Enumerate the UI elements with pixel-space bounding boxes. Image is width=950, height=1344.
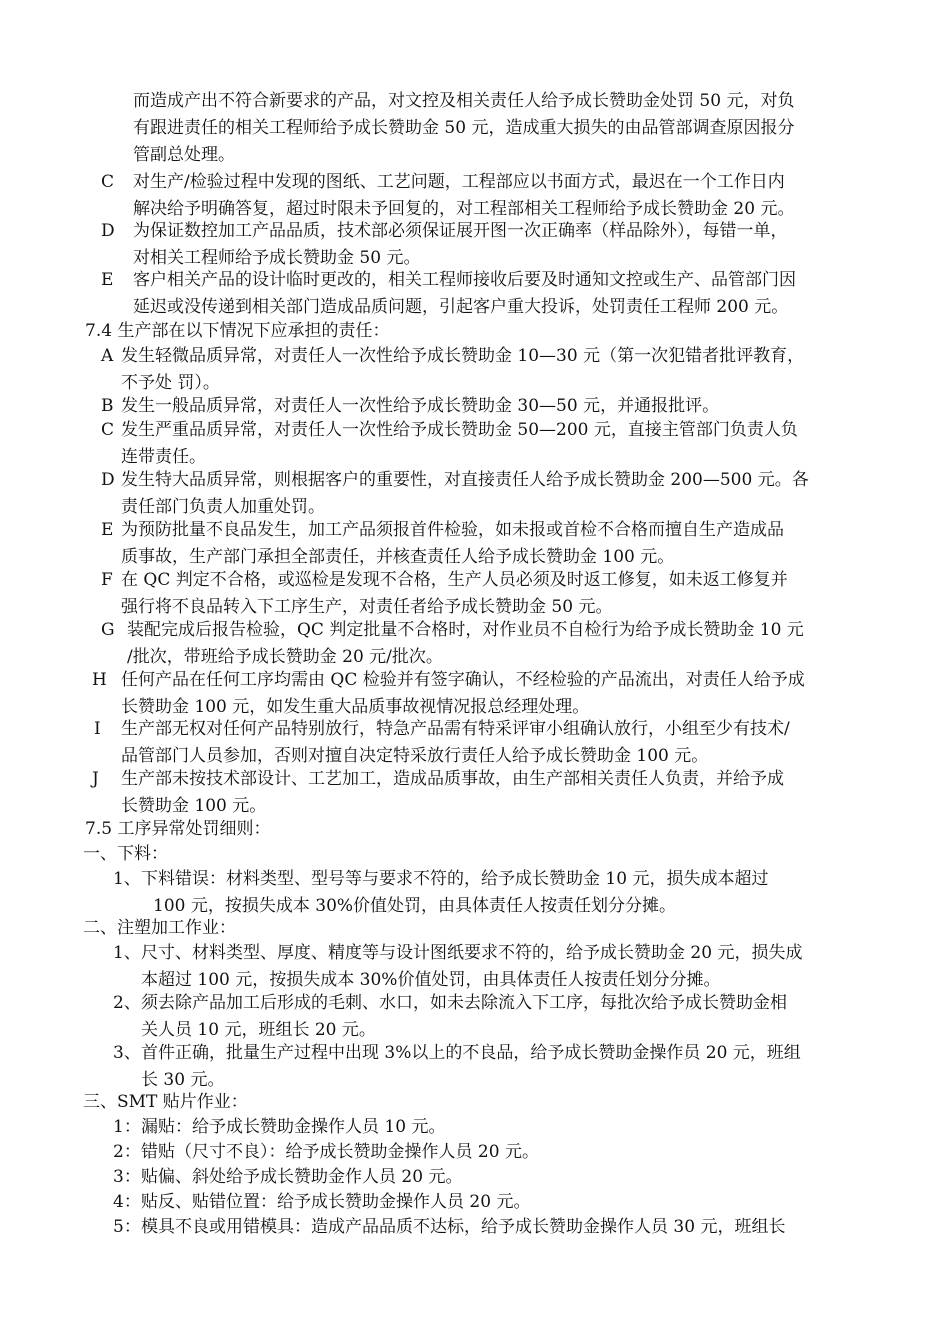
item-marker: C (101, 420, 115, 440)
item-marker: C (101, 172, 115, 192)
text-line: 在 QC 判定不合格，或巡检是发现不合格，生产人员必须及时返工修复，如未返工修复并 (121, 570, 788, 590)
item-marker: G (101, 620, 115, 640)
item-marker: 4： (113, 1192, 141, 1212)
item-marker: E (101, 520, 114, 540)
text-line: 连带责任。 (121, 447, 206, 467)
text-line: 强行将不良品转入下工序生产，对责任者给予成长赞助金 50 元。 (121, 597, 613, 617)
text-line: 任何产品在任何工序均需由 QC 检验并有签字确认，不经检验的产品流出，对责任人给予成 (121, 670, 805, 690)
item-marker: 1、 (113, 943, 141, 963)
text-line: 延迟或没传递到相关部门造成品质问题，引起客户重大投诉，处罚责任工程师 200 元。 (133, 297, 789, 317)
item-marker: F (101, 570, 113, 590)
text-line: 为预防批量不良品发生，加工产品须报首件检验，如未报或首检不合格而擅自生产造成品 (121, 520, 784, 540)
item-marker: A (101, 346, 114, 366)
item-marker: 1、 (113, 869, 141, 889)
item-marker: 5： (113, 1217, 141, 1237)
text-line: 装配完成后报告检验，QC 判定批量不合格时，对作业员不自检行为给予成长赞助金 10 元 (127, 620, 804, 640)
text-line: 不予处 罚）。 (121, 373, 220, 393)
text-line: 漏贴：给予成长赞助金操作人员 10 元。 (141, 1117, 446, 1137)
text-line: 贴偏、斜处给予成长赞助金作人员 20 元。 (141, 1167, 463, 1187)
subsection-title-1: 一、下料： (83, 844, 168, 864)
item-marker: 3、 (113, 1043, 141, 1063)
text-line: 贴反、贴错位置：给予成长赞助金操作人员 20 元。 (141, 1192, 531, 1212)
text-line: 对生产/检验过程中发现的图纸、工艺问题，工程部应以书面方式，最迟在一个工作日内 (133, 172, 785, 192)
item-marker: J (92, 769, 99, 789)
text-line: 长赞助金 100 元，如发生重大品质事故视情况报总经理处理。 (121, 697, 590, 717)
text-line: 责任部门负责人加重处罚。 (121, 497, 325, 517)
item-marker: D (101, 221, 115, 241)
text-line: 首件正确，批量生产过程中出现 3%以上的不良品，给予成长赞助金操作员 20 元，班组 (141, 1043, 801, 1063)
text-line: 解决给予明确答复，超过时限未予回复的，对工程部相关工程师给予成长赞助金 20 元。 (133, 199, 795, 219)
subsection-title-2: 二、注塑加工作业： (83, 918, 236, 938)
text-line: 错贴（尺寸不良）：给予成长赞助金操作人员 20 元。 (141, 1142, 539, 1162)
text-line: 长赞助金 100 元。 (121, 796, 267, 816)
item-marker: E (101, 270, 114, 290)
text-line: 生产部无权对任何产品特别放行，特急产品需有特采评审小组确认放行，小组至少有技术/ (121, 719, 790, 739)
text-line: 管副总处理。 (133, 145, 235, 165)
text-line: 长 30 元。 (141, 1070, 225, 1090)
item-marker: I (94, 719, 101, 739)
text-line: 模具不良或用错模具：造成产品品质不达标，给予成长赞助金操作人员 30 元，班组长 (141, 1217, 786, 1237)
item-marker: D (101, 470, 115, 490)
item-marker: 2、 (113, 993, 141, 1013)
text-line: 100 元，按损失成本 30%价值处罚，由具体责任人按责任划分分摊。 (153, 896, 677, 916)
text-line: 品管部门人员参加，否则对擅自决定特采放行责任人给予成长赞助金 100 元。 (121, 746, 709, 766)
text-line: 下料错误：材料类型、型号等与要求不符的，给予成长赞助金 10 元，损失成本超过 (141, 869, 769, 889)
item-marker: B (101, 396, 114, 416)
text-line: 有跟进责任的相关工程师给予成长赞助金 50 元，造成重大损失的由品管部调查原因报分 (133, 118, 795, 138)
text-line: 尺寸、材料类型、厚度、精度等与设计图纸要求不符的，给予成长赞助金 20 元，损失成 (141, 943, 803, 963)
text-line: 发生特大品质异常，则根据客户的重要性，对直接责任人给予成长赞助金 200—500 元。各 (121, 470, 809, 490)
item-marker: 2： (113, 1142, 141, 1162)
text-line: 为保证数控加工产品品质，技术部必须保证展开图一次正确率（样品除外），每错一单， (133, 221, 788, 241)
section-7-4-heading: 7.4 生产部在以下情况下应承担的责任： (85, 321, 390, 341)
text-line: 对相关工程师给予成长赞助金 50 元。 (133, 248, 421, 268)
text-line: 发生轻微品质异常，对责任人一次性给予成长赞助金 10—30 元（第一次犯错者批评教育， (121, 346, 805, 366)
text-line: 质事故，生产部门承担全部责任，并核查责任人给予成长赞助金 100 元。 (121, 547, 675, 567)
item-marker: 1： (113, 1117, 141, 1137)
text-line: 关人员 10 元，班组长 20 元。 (141, 1020, 376, 1040)
section-7-5-heading: 7.5 工序异常处罚细则： (85, 819, 271, 839)
text-line: 须去除产品加工后形成的毛刺、水口，如未去除流入下工序，每批次给予成长赞助金相 (141, 993, 787, 1013)
text-line: 发生严重品质异常，对责任人一次性给予成长赞助金 50—200 元，直接主管部门负责人负 (121, 420, 798, 440)
text-line: /批次，带班给予成长赞助金 20 元/批次。 (127, 647, 443, 667)
intro-paragraph (133, 88, 794, 169)
text-line: 发生一般品质异常，对责任人一次性给予成长赞助金 30—50 元，并通报批评。 (121, 396, 720, 416)
item-marker: H (92, 670, 107, 690)
text-line: 客户相关产品的设计临时更改的，相关工程师接收后要及时通知文控或生产、品管部门因 (133, 270, 796, 290)
item-marker: 3： (113, 1167, 141, 1187)
text-line: 本超过 100 元，按损失成本 30%价值处罚，由具体责任人按责任划分分摊。 (141, 970, 721, 990)
text-line: 而造成产出不符合新要求的产品，对文控及相关责任人给予成长赞助金处罚 50 元，对负 (133, 91, 795, 111)
subsection-title-3: 三、SMT 贴片作业： (83, 1092, 248, 1112)
text-line: 生产部未按技术部设计、工艺加工，造成品质事故，由生产部相关责任人负责，并给予成 (121, 769, 784, 789)
